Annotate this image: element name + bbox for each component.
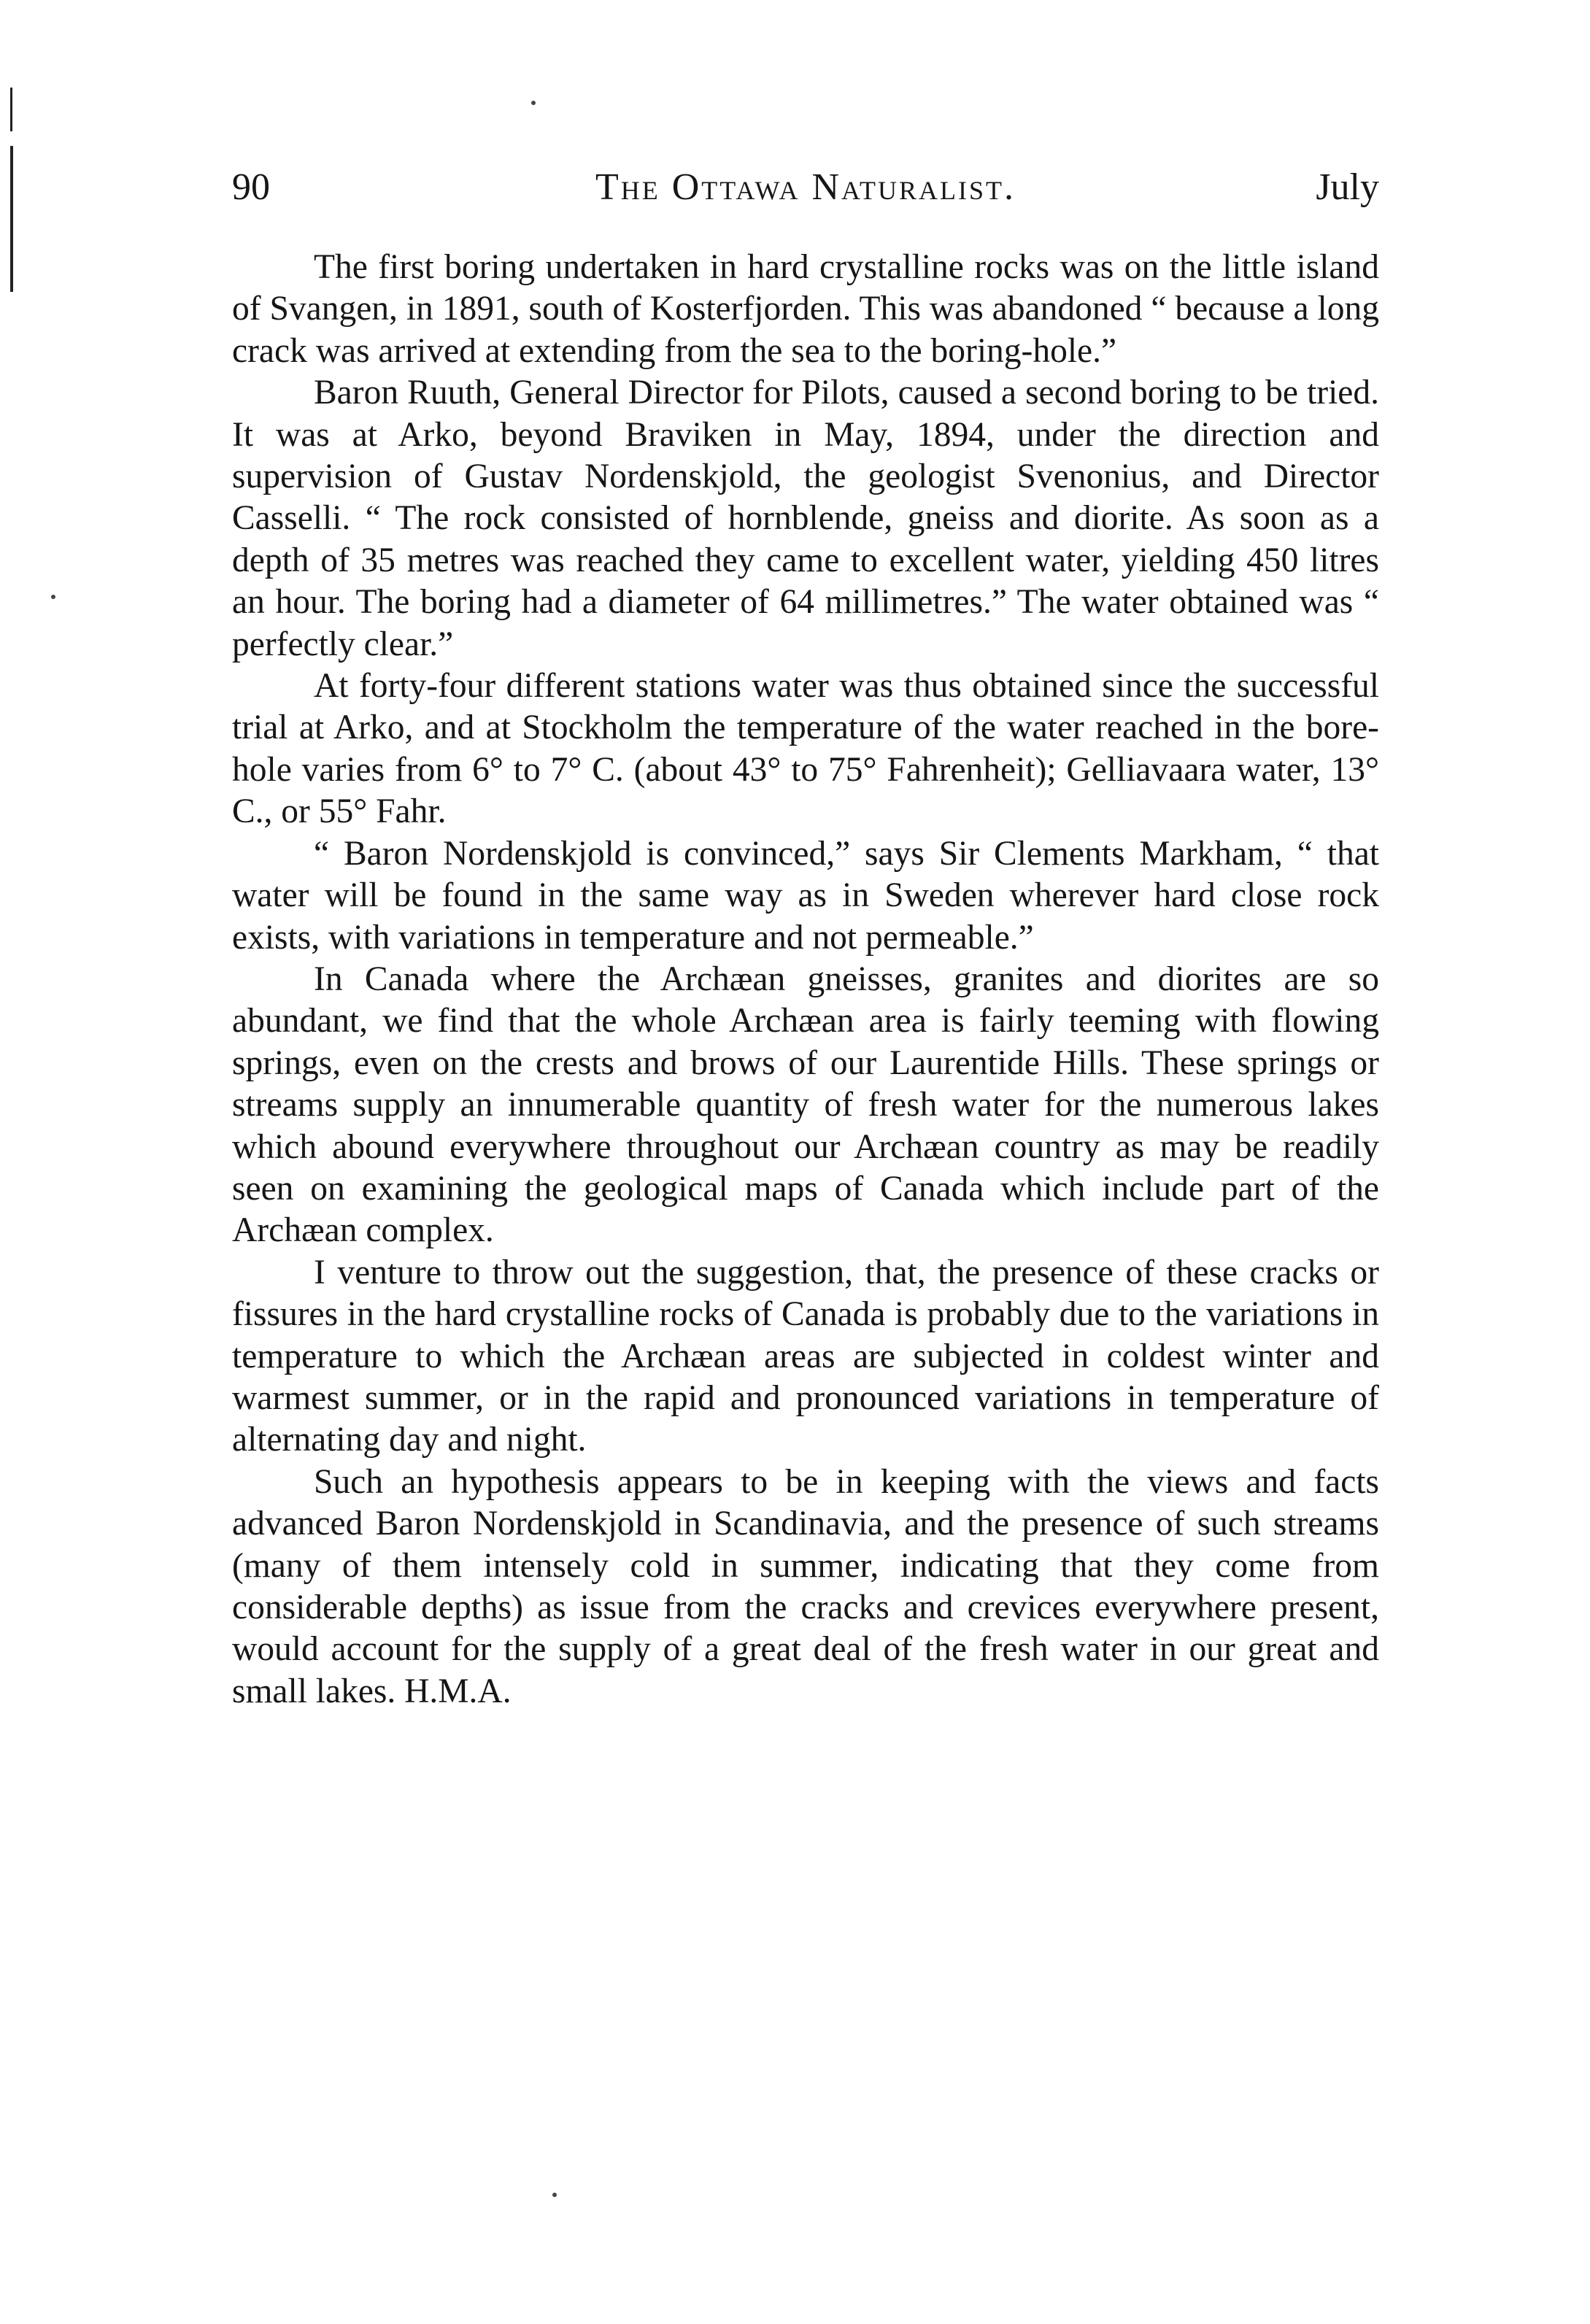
header-month: July bbox=[1316, 166, 1379, 208]
scan-speck bbox=[51, 595, 55, 599]
scan-speck bbox=[552, 2193, 557, 2197]
running-title: The Ottawa Naturalist. bbox=[595, 166, 1016, 208]
paragraph: “ Baron Nordenskjold is convinced,” says Sir Clements Markham, “ that water will be found in the same way as in Sweden wherever hard close rock exists, with variations in temperature and not permeable.” bbox=[232, 834, 1379, 957]
article-body bbox=[232, 247, 1379, 1713]
page-number: 90 bbox=[232, 166, 270, 208]
scan-edge-mark bbox=[10, 146, 13, 292]
scan-speck bbox=[531, 101, 536, 105]
paragraph: Baron Ruuth, General Director for Pilots, caused a second boring to be tried. It was at Arko, beyond Braviken in May, 1894, under the direction and supervision of Gustav Nordenskjold, the geologist Svenonius, and Director Casselli. “ The rock consisted of hornblende, gneiss and diorite. As soon as a depth of 35 metres was reached they came to excellent water, yielding 450 litres an hour. The boring had a diameter of 64 millimetres.” The water obtained was “ perfectly clear.” bbox=[232, 374, 1379, 663]
paragraph: Such an hypothesis appears to be in keeping with the views and facts advanced Baron Nordenskjold in Scandinavia, and the presence of such streams (many of them intensely cold in summer, indicating that they come from considerable depths) as issue from the cracks and crevices everywhere present, would account for the supply of a great deal of the fresh water in our great and small lakes. H.M.A. bbox=[232, 1462, 1379, 1710]
page-header bbox=[232, 162, 1379, 213]
paragraph: In Canada where the Archæan gneisses, granites and diorites are so abundant, we find that the whole Archæan area is fairly teeming with flowing springs, even on the crests and brows of our Laurentide Hills. These springs or streams supply an innumerable quantity of fresh water for the numerous lakes which abound everywhere throughout our Archæan country as may be readily seen on examining the geological maps of Canada which include part of the Archæan complex. bbox=[232, 960, 1379, 1250]
scan-edge-mark bbox=[10, 88, 12, 131]
paragraph: At forty-four different stations water was thus obtained since the successful trial at Arko, and at Stockholm the temperature of the water reached in the bore-hole varies from 6° to 7° C. (about 43° to 75° Fahrenheit); Gelliavaara water, 13° C., or 55° Fahr. bbox=[232, 667, 1379, 831]
paragraph: I venture to throw out the suggestion, that, the presence of these cracks or fissures in the hard crystalline rocks of Canada is probably due to the variations in temperature to which the Archæan areas are subjected in coldest winter and warmest summer, or in the rapid and pronounced variations in temperature of alternating day and night. bbox=[232, 1253, 1379, 1459]
paragraph: The first boring undertaken in hard crystalline rocks was on the little island of Svangen, in 1891, south of Kosterfjorden. This was abandoned “ because a long crack was arrived at extending from the sea to the boring-hole.” bbox=[232, 248, 1379, 370]
